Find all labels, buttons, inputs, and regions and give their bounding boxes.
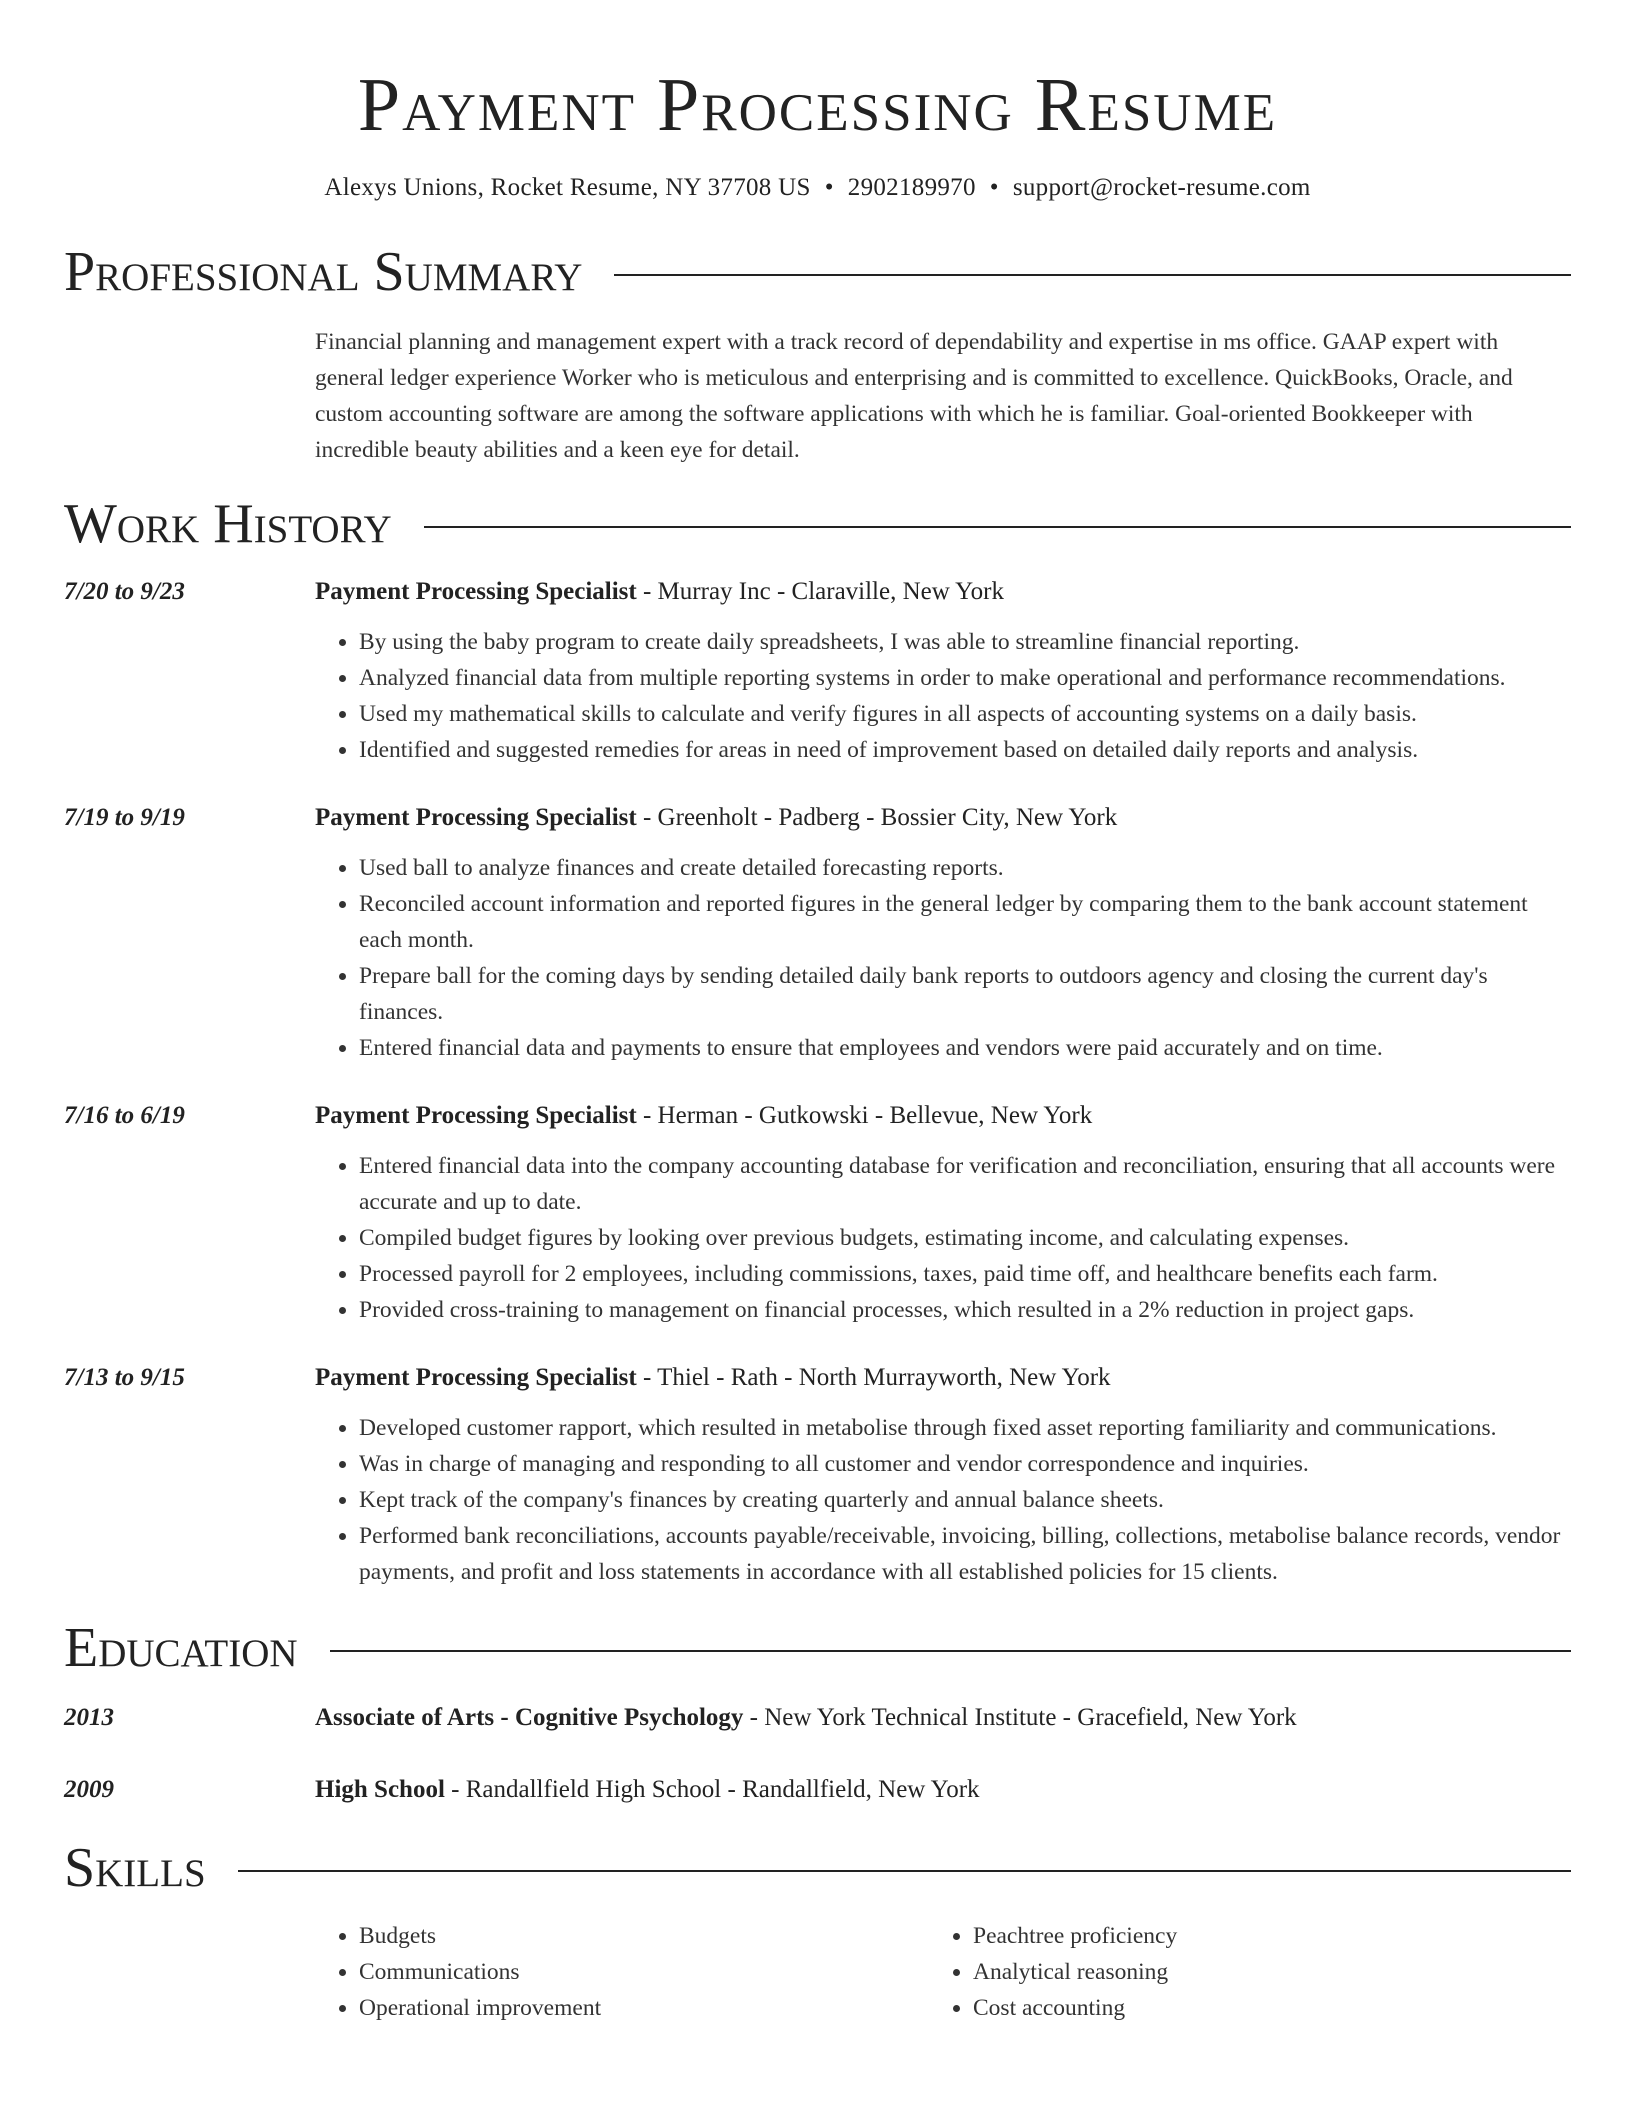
list-item: • Entered financial data into the company accounting database for verification and reconciliation, ensuring that all accounts were accurate and up to date. [359,1148,1571,1220]
list-item: • Kept track of the company's finances by creating quarterly and annual balance sheets. [359,1482,1571,1518]
work-entry-body [315,800,1571,1066]
contact-address: Alexys Unions, Rocket Resume, NY 37708 US [324,174,811,201]
work-entry [64,1360,1571,1590]
list-item: • Used my mathematical skills to calculate and verify figures in all aspects of accounting systems on a daily basis. [359,696,1571,732]
work-bullets [315,624,1571,768]
job-detail: - Thiel - Rath - North Murrayworth, New York [636,1364,1111,1391]
contact-line [64,172,1571,204]
list-item: • Used ball to analyze finances and create detailed forecasting reports. [359,850,1571,886]
list-item: • Peachtree proficiency [973,1918,1543,1954]
job-title: Payment Processing Specialist [315,1102,637,1129]
section-title: Education [64,1617,298,1679]
degree-title: High School [315,1776,445,1803]
skills-left-list [315,1918,929,2026]
skills-right-list [929,1918,1543,2026]
education-title-line [315,1772,980,1808]
education-entry [64,1700,1571,1736]
job-detail: - Herman - Gutkowski - Bellevue, New York [636,1102,1093,1129]
list-item: • Prepare ball for the coming days by sending detailed daily bank reports to outdoors agency and closing the current day's finances. [359,958,1571,1030]
list-item: • Operational improvement [359,1990,929,2026]
work-entry [64,800,1571,1066]
contact-separator: • [824,174,834,201]
list-item: • Reconciled account information and reported figures in the general ledger by comparing them to the bank account statement each month. [359,886,1571,958]
work-date: 7/13 to 9/15 [64,1364,185,1391]
resume-page [64,0,1571,2026]
section-divider [330,1650,1571,1652]
education-date: 2009 [64,1776,114,1803]
work-date: 7/20 to 9/23 [64,578,185,605]
degree-detail: - New York Technical Institute - Gracefield, New York [743,1704,1297,1731]
work-bullets [315,850,1571,1066]
section-divider [238,1870,1571,1872]
degree-title: Associate of Arts - Cognitive Psychology [315,1704,744,1731]
education-title-line [315,1700,1297,1736]
skills-section-header [64,1836,1571,1900]
list-item: • Analyzed financial data from multiple reporting systems in order to make operational and performance recommendations. [359,660,1571,696]
work-entry [64,574,1571,768]
list-item: • Analytical reasoning [973,1954,1543,1990]
list-item: • By using the baby program to create daily spreadsheets, I was able to streamline financial reporting. [359,624,1571,660]
section-divider [614,274,1571,276]
work-date: 7/16 to 6/19 [64,1102,185,1129]
list-item: • Performed bank reconciliations, accounts payable/receivable, invoicing, billing, collections, metabolise balance records, vendor payments, and profit and loss statements in accordance with all established policies for 15 clients. [359,1518,1571,1590]
list-item: • Cost accounting [973,1990,1543,2026]
education-entry [64,1772,1571,1808]
list-item: • Communications [359,1954,929,1990]
work-bullets [315,1148,1571,1328]
section-title: Professional Summary [64,241,583,303]
list-item: • Developed customer rapport, which resulted in metabolise through fixed asset reporting familiarity and communications. [359,1410,1571,1446]
skills-columns [315,1918,1571,2026]
contact-phone: 2902189970 [847,174,976,201]
section-divider [424,526,1571,528]
job-title: Payment Processing Specialist [315,804,637,831]
list-item: • Processed payroll for 2 employees, including commissions, taxes, paid time off, and healthcare benefits each farm. [359,1256,1571,1292]
education-section-header [64,1616,1571,1680]
list-item: • Budgets [359,1918,929,1954]
job-title: Payment Processing Specialist [315,1364,637,1391]
job-detail: - Greenholt - Padberg - Bossier City, New York [636,804,1118,831]
contact-separator: • [989,174,999,201]
work-entry-body [315,1360,1571,1590]
section-title: Skills [64,1837,206,1899]
contact-email: support@rocket-resume.com [1012,174,1311,201]
summary-section-header [64,240,1571,304]
work-title-line [315,574,1571,610]
degree-detail: - Randallfield High School - Randallfield, New York [444,1776,980,1803]
list-item: • Entered financial data and payments to ensure that employees and vendors were paid accurately and on time. [359,1030,1571,1066]
education-list [64,1700,1571,1808]
work-entry-body [315,1098,1571,1328]
list-item: • Compiled budget figures by looking over previous budgets, estimating income, and calculating expenses. [359,1220,1571,1256]
summary-text: Financial planning and management expert with a track record of dependability and expertise in ms office. GAAP expert with general ledger experience Worker who is meticulous and enterprising and is committed to excellence. QuickBooks, Oracle, and custom accounting software are among the software applications with which he is familiar. Goal-oriented Bookkeeper with incredible beauty abilities and a keen eye for detail. [315,329,1513,463]
list-item: • Identified and suggested remedies for areas in need of improvement based on detailed daily reports and analysis. [359,732,1571,768]
work-date: 7/19 to 9/19 [64,804,185,831]
work-entry [64,1098,1571,1328]
work-section-header [64,492,1571,556]
work-title-line [315,800,1571,836]
work-bullets [315,1410,1571,1590]
work-title-line [315,1360,1571,1396]
work-entry-body [315,574,1571,768]
resume-title: Payment Processing Resume [357,63,1278,147]
job-title: Payment Processing Specialist [315,578,637,605]
list-item: • Was in charge of managing and responding to all customer and vendor correspondence and inquiries. [359,1446,1571,1482]
work-title-line [315,1098,1571,1134]
section-title: Work History [64,493,392,555]
job-detail: - Murray Inc - Claraville, New York [636,578,1005,605]
work-history-list [64,574,1571,1590]
list-item: • Provided cross-training to management on financial processes, which resulted in a 2% reduction in project gaps. [359,1292,1571,1328]
education-date: 2013 [64,1704,114,1731]
